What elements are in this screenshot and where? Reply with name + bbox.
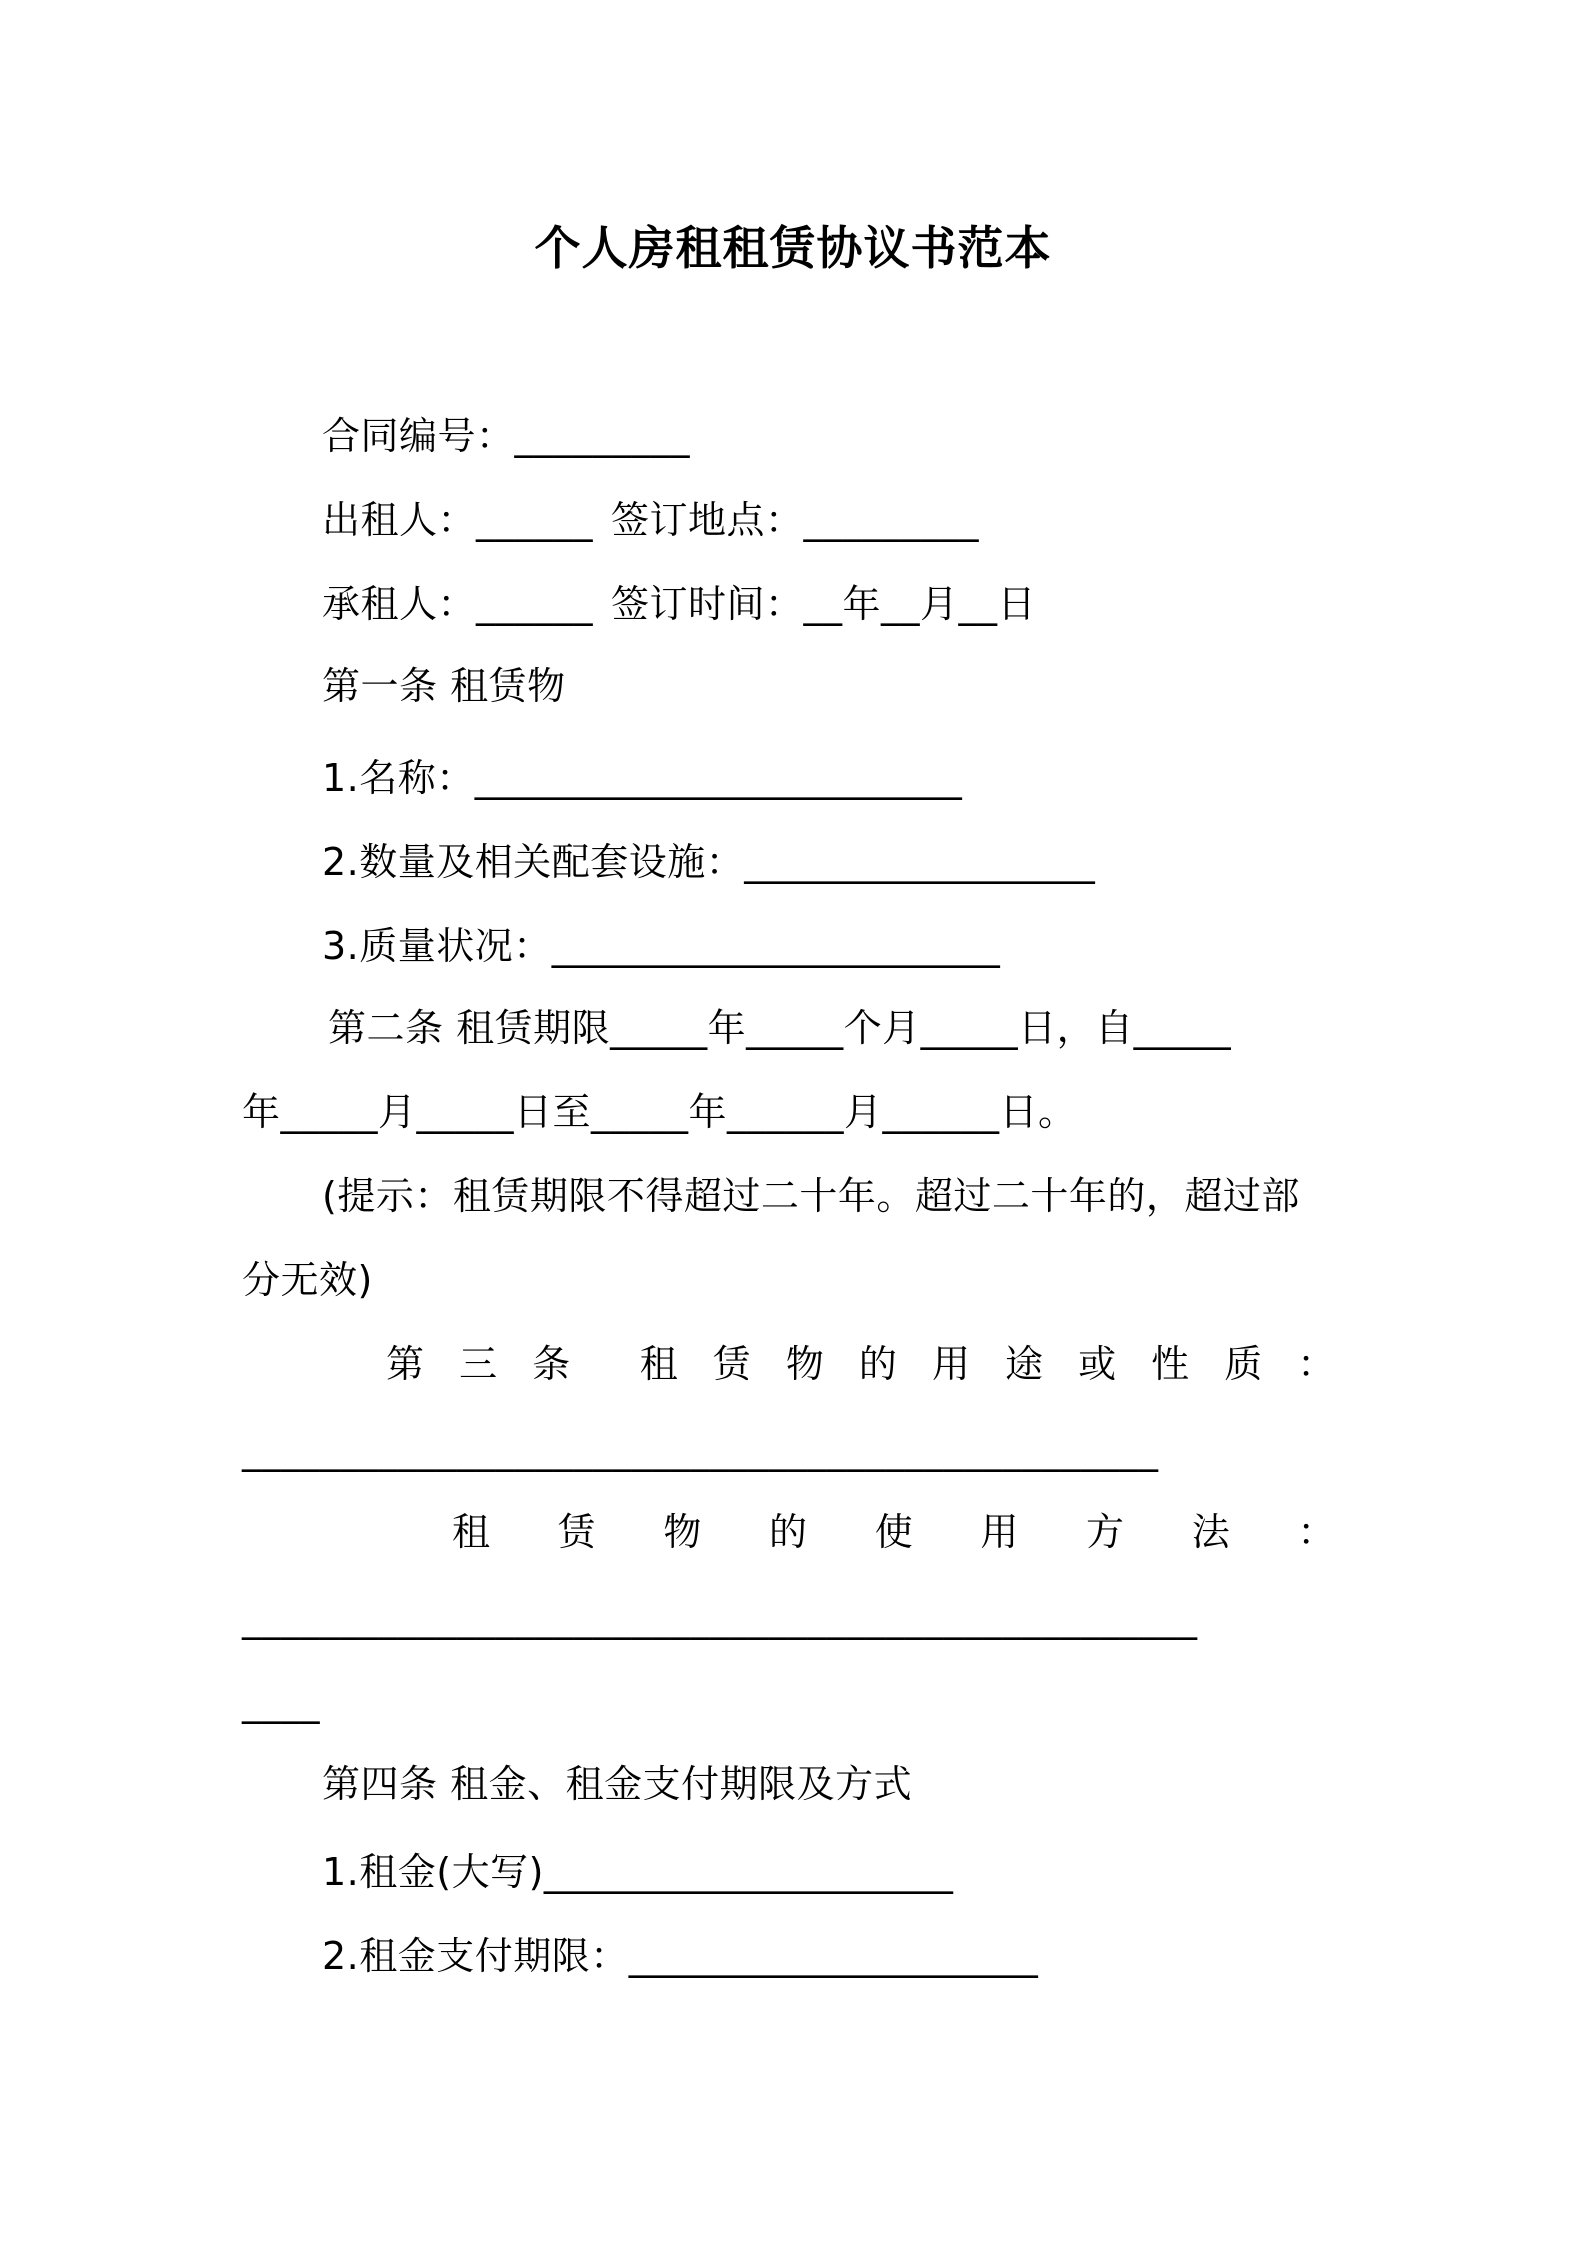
hint-line-1: (提示：租赁期限不得超过二十年。超过二十年的，超过部 <box>322 1174 1300 1218</box>
article-3-char: 赁 <box>712 1342 752 1386</box>
article-3-char: 用 <box>931 1342 971 1386</box>
article-3-char: 第 <box>386 1342 425 1386</box>
article-3-char: 物 <box>785 1342 825 1386</box>
lessor-line <box>322 494 979 546</box>
item-quality-line: 3.质量状况：_______________________ <box>322 924 1001 968</box>
rent-term-line: 2.租金支付期限：_____________________ <box>322 1934 1039 1978</box>
lessee-line <box>322 578 1036 630</box>
usage-method-blank-2: ____ <box>242 1680 320 1724</box>
usage-method-blank-1: _________________________________________________ <box>242 1596 1198 1640</box>
article-3-char: 的 <box>858 1342 898 1386</box>
document-title: 个人房租租赁协议书范本 <box>534 221 1052 275</box>
usage-method-char: 物 <box>663 1510 702 1554</box>
usage-method-char: 租 <box>452 1510 491 1554</box>
article-3-heading <box>386 1338 1336 1390</box>
rent-amount-line: 1.租金(大写)_____________________ <box>322 1850 954 1894</box>
usage-method-char: 法 <box>1191 1510 1231 1554</box>
article-3-char: 条 <box>532 1342 571 1386</box>
article-3-char: ： <box>1297 1342 1336 1386</box>
article-2-line-1: 第二条 租赁期限_____年_____个月_____日，自_____ <box>328 1006 1232 1050</box>
usage-method-char: 赁 <box>557 1510 597 1554</box>
lessor-field: 出租人：______ <box>322 498 594 542</box>
article-3-char: 途 <box>1005 1342 1044 1386</box>
usage-method-char: 使 <box>874 1510 914 1554</box>
usage-method-char: 的 <box>769 1510 808 1554</box>
usage-method-char: 用 <box>980 1510 1019 1554</box>
article-3-char: 三 <box>459 1342 498 1386</box>
lessee-field: 承租人：______ <box>322 582 594 626</box>
sign-place-field: 签订地点：_________ <box>611 498 980 542</box>
item-quantity-line: 2.数量及相关配套设施：__________________ <box>322 840 1096 884</box>
article-3-char: 质 <box>1224 1342 1263 1386</box>
sign-time-field: 签订时间：__年__月__日 <box>611 582 1037 626</box>
usage-method-char: ： <box>1297 1510 1336 1554</box>
usage-method-char: 方 <box>1086 1510 1125 1554</box>
article-3-blank: _______________________________________________ <box>242 1428 1159 1472</box>
article-1-heading: 第一条 租赁物 <box>322 664 566 708</box>
article-3-char: 性 <box>1151 1342 1190 1386</box>
item-name-line: 1.名称：_________________________ <box>322 756 963 800</box>
usage-method-heading <box>452 1506 1336 1558</box>
article-4-heading: 第四条 租金、租金支付期限及方式 <box>322 1762 913 1806</box>
article-2-line-2: 年_____月_____日至_____年______月______日。 <box>242 1090 1077 1134</box>
article-3-char: 或 <box>1078 1342 1117 1386</box>
article-3-char: 租 <box>639 1342 679 1386</box>
contract-number-line: 合同编号：_________ <box>322 414 691 458</box>
hint-line-2: 分无效) <box>242 1258 373 1302</box>
